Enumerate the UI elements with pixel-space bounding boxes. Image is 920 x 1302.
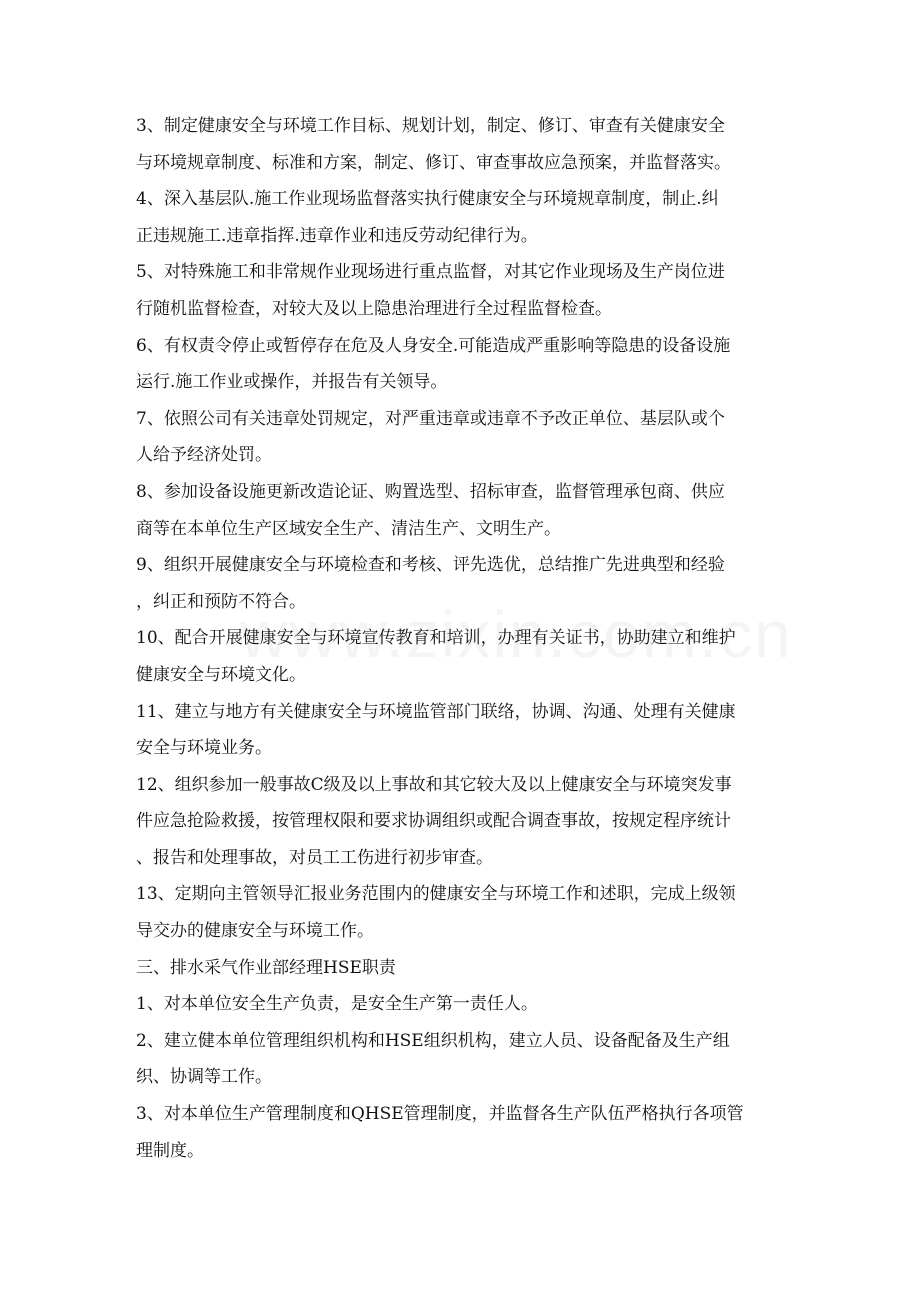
text-line: 8、参加设备设施更新改造论证、购置选型、招标审查，监督管理承包商、供应 (136, 481, 725, 502)
text-line: 6、有权责令停止或暂停存在危及人身安全.可能造成严重影响等隐患的设备设施 (136, 335, 731, 356)
text-line: 健康安全与环境文化。 (136, 664, 306, 685)
text-line: 13、定期向主管领导汇报业务范围内的健康安全与环境工作和述职，完成上级领 (136, 884, 736, 905)
document-body (136, 108, 790, 1169)
text-line: 10、配合开展健康安全与环境宣传教育和培训，办理有关证书，协助建立和维护 (136, 628, 736, 649)
text-line: 安全与环境业务。 (136, 738, 272, 759)
text-line: 正违规施工.违章指挥.违章作业和违反劳动纪律行为。 (136, 225, 538, 246)
text-line: 理制度。 (136, 1140, 204, 1161)
text-line: 件应急抢险救援，按管理权限和要求协调组织或配合调查事故，按规定程序统计 (136, 811, 731, 832)
text-line: 人给予经济处罚。 (136, 445, 272, 466)
text-line: 4、深入基层队.施工作业现场监督落实执行健康安全与环境规章制度，制止.纠 (136, 189, 719, 210)
section-heading: 三、排水采气作业部经理HSE职责 (136, 957, 396, 978)
text-line: 11、建立与地方有关健康安全与环境监管部门联络，协调、沟通、处理有关健康 (136, 701, 736, 722)
text-line: 3、对本单位生产管理制度和QHSE管理制度，并监督各生产队伍严格执行各项管 (136, 1104, 744, 1125)
text-line: 7、依照公司有关违章处罚规定，对严重违章或违章不予改正单位、基层队或个 (136, 408, 725, 429)
text-line: 3、制定健康安全与环境工作目标、规划计划，制定、修订、审查有关健康安全 (136, 116, 725, 136)
text-line: 行随机监督检查，对较大及以上隐患治理进行全过程监督检查。 (136, 298, 612, 319)
text-line: 5、对特殊施工和非常规作业现场进行重点监督，对其它作业现场及生产岗位进 (136, 262, 725, 283)
text-line: 导交办的健康安全与环境工作。 (136, 921, 374, 942)
text-line: 商等在本单位生产区域安全生产、清洁生产、文明生产。 (136, 518, 561, 539)
text-line: 2、建立健本单位管理组织机构和HSE组织机构，建立人员、设备配备及生产组 (136, 1030, 730, 1051)
text-line: 与环境规章制度、标准和方案，制定、修订、审查事故应急预案，并监督落实。 (136, 152, 731, 173)
text-line: 、报告和处理事故，对员工工伤进行初步审查。 (136, 847, 493, 868)
text-line: ，纠正和预防不符合。 (136, 591, 306, 612)
text-line: 9、组织开展健康安全与环境检查和考核、评先选优，总结推广先进典型和经验 (136, 555, 725, 576)
text-line: 12、组织参加一般事故C级及以上事故和其它较大及以上健康安全与环境突发事 (136, 774, 732, 795)
text-line: 1、对本单位安全生产负责，是安全生产第一责任人。 (136, 994, 538, 1015)
text-line: 织、协调等工作。 (136, 1067, 272, 1088)
text-line: 运行.施工作业或操作，并报告有关领导。 (136, 372, 448, 393)
